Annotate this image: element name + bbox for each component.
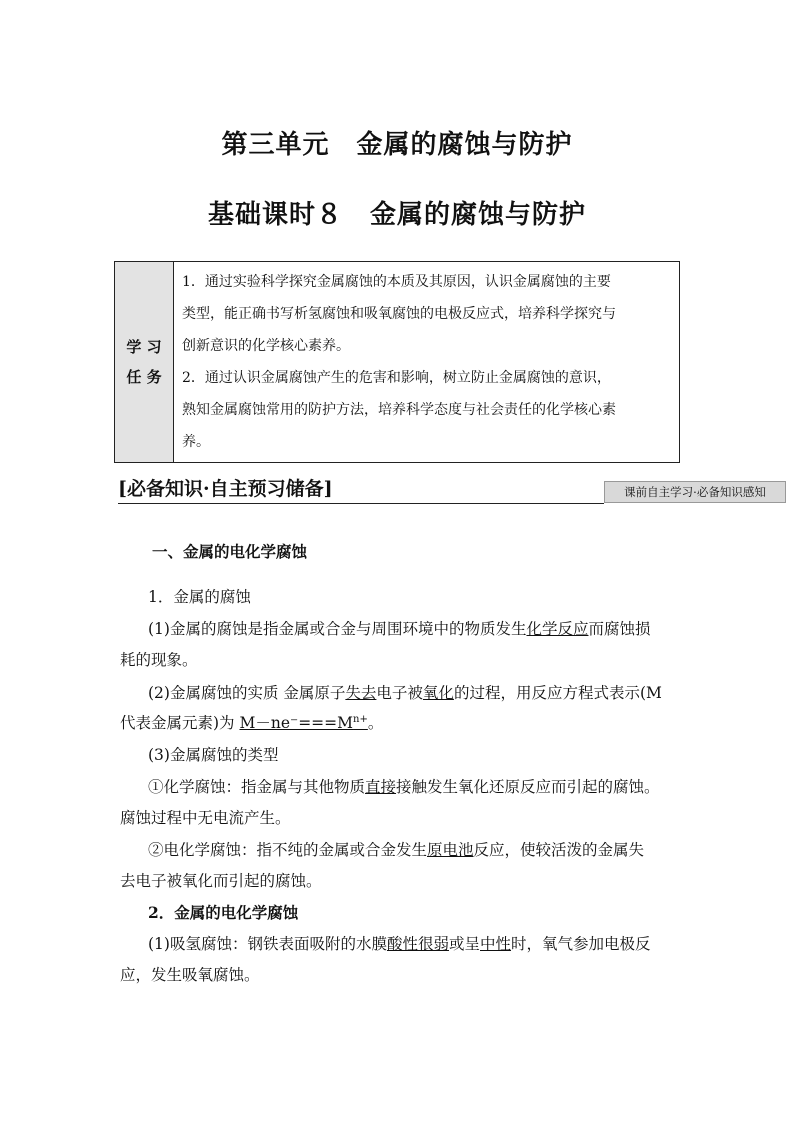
equation-text: M－ne⁻===M [239,714,354,732]
paragraph-line [148,932,704,954]
underlined-answer: 直接 [365,778,397,796]
paragraph-line [148,838,704,860]
paragraph-line: (3)金属腐蚀的类型 [148,746,279,764]
paragraph-line: 腐蚀过程中无电流产生。 [120,809,291,827]
task-line: 创新意识的化学核心素养。 [182,338,350,354]
equation-superscript: n+ [353,713,368,725]
text: (1)金属的腐蚀是指金属或合金与周围环境中的物质发生 [148,620,527,638]
paragraph-line [120,711,676,733]
paragraph-line [148,617,704,639]
text: ②电化学腐蚀：指不纯的金属或合金发生 [148,841,428,859]
text: 电子被 [376,684,423,702]
underlined-answer: 氧化 [422,684,454,702]
text: 接触发生氧化还原反应而引起的腐蚀。 [396,778,660,796]
text: 。 [367,714,384,732]
underlined-answer: 酸性很弱 [386,935,449,953]
text: 的过程，用反应方程式表示(M [453,684,662,702]
paragraph-line: 耗的现象。 [120,651,198,669]
subheading-metal-corrosion: 1．金属的腐蚀 [148,588,251,606]
unit-title: 第三单元 金属的腐蚀与防护 [221,130,573,160]
task-line: 类型，能正确书写析氢腐蚀和吸氧腐蚀的电极反应式，培养科学探究与 [182,306,616,322]
task-line: 1．通过实验科学探究金属腐蚀的本质及其原因，认识金属腐蚀的主要 [182,274,611,290]
text: (2)金属腐蚀的实质 金属原子 [148,684,346,702]
text: 代表金属元素)为 [120,714,240,732]
task-body-cell [174,262,680,463]
task-line: 养。 [182,434,210,450]
task-label-line-1: 学 习 [126,338,162,356]
paragraph-line [148,681,704,703]
section-badge: 课前自主学习·必备知识感知 [604,481,786,503]
text: 或呈 [448,935,480,953]
underlined-answer: 失去 [345,684,377,702]
text: (1)吸氢腐蚀：钢铁表面吸附的水膜 [148,935,387,953]
task-line: 熟知金属腐蚀常用的防护方法，培养科学态度与社会责任的化学核心素 [182,402,616,418]
text: ①化学腐蚀：指金属与其他物质 [148,778,366,796]
learning-task-box [114,261,680,463]
paragraph-line [148,775,704,797]
underlined-equation [239,714,367,732]
text: 时，氧气参加电极反 [511,935,651,953]
section-divider [118,503,604,504]
paragraph-line: 去电子被氧化而引起的腐蚀。 [120,872,322,890]
task-line: 2．通过认识金属腐蚀产生的危害和影响，树立防止金属腐蚀的意识， [182,370,611,386]
section-heading: [必备知识·自主预习储备] [118,478,333,500]
subheading-electrochemical: 2．金属的电化学腐蚀 [148,903,299,922]
task-label-cell [115,262,174,463]
text: 而腐蚀损 [588,620,651,638]
lesson-title: 基础课时８ 金属的腐蚀与防护 [207,200,586,230]
task-label-line-2: 任 务 [126,368,162,386]
underlined-answer: 化学反应 [526,620,589,638]
underlined-answer: 原电池 [427,841,474,859]
paragraph-line: 应，发生吸氧腐蚀。 [120,966,260,984]
underlined-answer: 中性 [480,935,512,953]
text: 反应，使较活泼的金属失 [473,841,645,859]
heading-electrochemical-corrosion: 一、金属的电化学腐蚀 [152,542,308,561]
